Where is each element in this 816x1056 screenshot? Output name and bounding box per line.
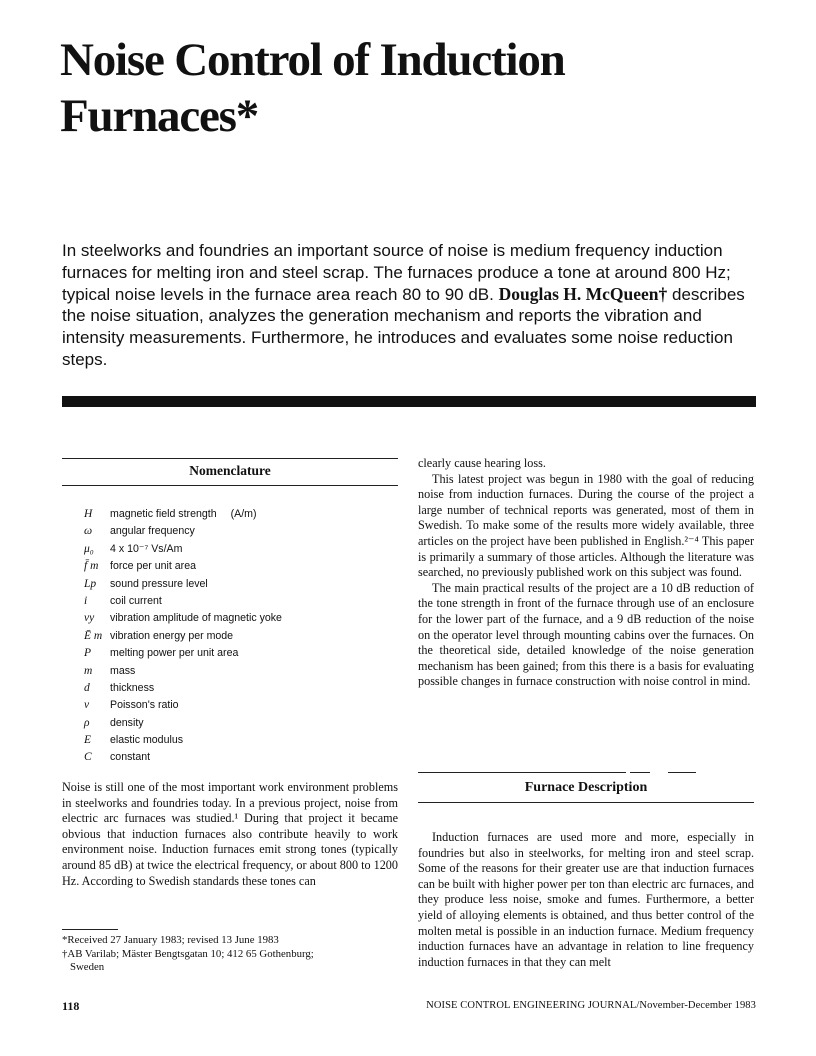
nomenclature-description-text: vibration amplitude of magnetic yoke: [110, 612, 282, 625]
page-number: 118: [62, 999, 80, 1013]
nomenclature-description: [110, 523, 398, 540]
nomenclature-item: [62, 541, 398, 558]
right-paragraph-2: This latest project was begun in 1980 with the goal of reducing noise from induction furnaces. During the course of the project a large number of technical reports was generated, most of them in Swedish. To make some of the results more widely available, three articles on the project have been published in English.²⁻⁴ This paper is primarily a summary of those articles. Although the literature was searched, no previously published work on this subject was found.: [418, 471, 754, 580]
nomenclature-description: [110, 715, 398, 732]
nomenclature-symbol: vy: [84, 612, 95, 625]
nomenclature-item: [62, 715, 398, 732]
nomenclature-description: [110, 663, 398, 680]
footnote-rule: [62, 929, 118, 930]
nomenclature-description-text: thickness: [110, 681, 155, 694]
furnace-heading-rule: [418, 802, 754, 803]
nomenclature-description-text: elastic modulus: [110, 734, 184, 747]
footnote-received: *Received 27 January 1983; revised 13 June 1983: [62, 934, 279, 946]
nomenclature-unit: (A/m): [230, 508, 257, 520]
nomenclature-description: [110, 506, 398, 523]
abstract-text-1: In steelworks and foundries an important source of noise is medium frequency induction furnaces for melting iron and steel scrap. The furnaces produce a tone at around 800 Hz; typical noise levels in the furnace area reach 80 to 90 dB.: [62, 241, 731, 304]
article-title: [60, 32, 760, 144]
right-paragraph-1: clearly cause hearing loss.: [418, 456, 546, 470]
title-line-1: Noise Control of Induction: [60, 34, 565, 86]
nomenclature-symbol: H: [84, 508, 93, 520]
nomenclature-symbol: i: [84, 594, 88, 607]
footnote-affiliation: †AB Varilab; Mäster Bengtsgatan 10; 412 65 Gothenburg;: [62, 947, 314, 960]
nomenclature-description: [110, 610, 398, 627]
nomenclature-description: [110, 645, 398, 662]
nomenclature-description-text: Poisson's ratio: [110, 699, 179, 712]
nomenclature-symbol: E: [84, 734, 92, 747]
furnace-rule-segment: [668, 772, 696, 773]
nomenclature-description-text: force per unit area: [110, 560, 196, 573]
nomenclature-description-text: constant: [110, 751, 151, 764]
nomenclature-symbol: d: [84, 681, 90, 694]
nomenclature-item: [62, 593, 398, 610]
intro-paragraph: Noise is still one of the most important work environment problems in steelworks and foundries today. In a previous project, noise from electric arc furnaces was studied.¹ During that project it became obvious that induction furnaces also contribute heavily to work environment noise. Induction furnaces emit strong tones (typically around 85 dB) at twice the electrical frequency, or about 800 to 1200 Hz. According to Swedish standards these tones can: [62, 780, 398, 888]
nomenclature-item: [62, 558, 398, 575]
nomenclature-description: [110, 628, 398, 645]
furnace-rule-segment: [630, 772, 650, 773]
nomenclature-symbol: Lp: [84, 577, 97, 590]
nomenclature-description-text: angular frequency: [110, 525, 195, 538]
nomenclature-item: [62, 680, 398, 697]
nomenclature-description: [110, 541, 398, 558]
nomenclature-symbol: Ē m: [84, 629, 103, 642]
nomenclature-item: [62, 732, 398, 749]
nomenclature-description: [110, 576, 398, 593]
footnotes: [62, 934, 398, 975]
nomenclature-description: [110, 558, 398, 575]
journal-footer: NOISE CONTROL ENGINEERING JOURNAL/November-December 1983: [426, 1000, 756, 1011]
nomenclature-item: [62, 576, 398, 593]
nomenclature-symbol: ω: [84, 525, 93, 538]
nomenclature-heading: Nomenclature: [189, 463, 271, 478]
nomenclature-description: [110, 680, 398, 697]
furnace-rule-segment: [418, 772, 626, 773]
nomenclature-description-text: density: [110, 716, 144, 729]
nomenclature-description: [110, 697, 398, 714]
nomenclature-symbol: C: [84, 751, 92, 764]
abstract-text-2: describes the noise situation, analyzes the generation mechanism and reports the vibration and intensity measurements. Furthermore, he introduces and evaluates some noise reduction steps.: [62, 284, 745, 369]
nomenclature-description: [110, 732, 398, 749]
nomenclature-item: [62, 697, 398, 714]
section-heading-furnace: Furnace Description: [524, 780, 648, 795]
nomenclature-item: [62, 506, 398, 523]
nomenclature-description-text: mass: [110, 664, 136, 677]
nomenclature-item: [62, 749, 398, 766]
nomenclature-symbol: P: [84, 647, 92, 660]
furnace-paragraph: Induction furnaces are used more and more, especially in foundries but also in steelworks, for melting iron and steel scrap. Some of the reasons for their greater use are that induction furnaces can be built with higher power per ton than electric arc furnaces, and they produce less noise, smoke and fumes. Furthermore, a better yield of alloying elements is obtained, and thus better control of the molten metal is possible in an induction furnace. Medium frequency induction furnaces have an advantage in relation to line frequency induction furnaces in that they can melt: [418, 830, 754, 969]
nomenclature-heading-rule: [62, 485, 398, 486]
nomenclature-item: [62, 523, 398, 540]
nomenclature-description: [110, 593, 398, 610]
nomenclature-description-text: vibration energy per mode: [110, 629, 234, 642]
nomenclature-symbol: ν: [84, 699, 90, 712]
nomenclature-symbol: m: [84, 664, 93, 677]
right-column: [418, 456, 754, 690]
abstract: [62, 240, 752, 371]
nomenclature-item: [62, 628, 398, 645]
nomenclature-box: [62, 458, 398, 767]
nomenclature-list: [62, 506, 398, 767]
nomenclature-description-text: coil current: [110, 594, 162, 607]
nomenclature-symbol: μ₀: [84, 542, 94, 555]
title-line-2: Furnaces*: [60, 90, 259, 142]
section-divider-bar: [62, 396, 756, 407]
nomenclature-description: [110, 749, 398, 766]
nomenclature-description-text: melting power per unit area: [110, 647, 239, 660]
nomenclature-item: [62, 645, 398, 662]
nomenclature-symbol: ρ: [84, 716, 90, 729]
nomenclature-description-text: 4 x 10⁻⁷ Vs/Am: [110, 542, 183, 555]
nomenclature-description-text: sound pressure level: [110, 577, 208, 590]
nomenclature-item: [62, 663, 398, 680]
nomenclature-description-text: magnetic field strength: [110, 508, 217, 520]
nomenclature-symbol: f̄ m: [84, 560, 99, 573]
right-paragraph-3: The main practical results of the project are a 10 dB reduction of the tone strength in front of the furnace through use of an enclosure for the lower part of the furnace, and a 9 dB reduction of the noise on the operator level through mounting cabins over the furnaces. On the theoretical side, detailed knowledge of the noise generation mechanism has been gained; from this there is a basis for evaluating possible changes in furnace construction with noise control in mind.: [418, 580, 754, 689]
author-name: Douglas H. McQueen†: [498, 283, 668, 304]
nomenclature-item: [62, 610, 398, 627]
footnote-country: Sweden: [70, 961, 105, 974]
